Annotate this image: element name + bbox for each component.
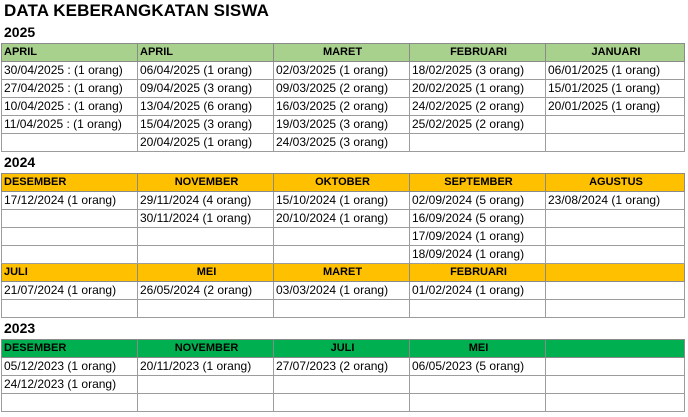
- table-2025: [1, 43, 685, 152]
- table-row: [2, 358, 685, 376]
- cell[interactable]: 15/01/2025 (1 orang): [546, 80, 685, 98]
- cell[interactable]: 18/02/2025 (3 orang): [410, 62, 546, 80]
- header-cell[interactable]: APRIL: [138, 44, 274, 62]
- table-row: [2, 98, 685, 116]
- cell[interactable]: 20/11/2023 (1 orang): [138, 358, 274, 376]
- cell[interactable]: [546, 394, 685, 412]
- cell[interactable]: [138, 376, 274, 394]
- cell[interactable]: 01/02/2024 (1 orang): [410, 282, 546, 300]
- cell[interactable]: 17/09/2024 (1 orang): [410, 228, 546, 246]
- cell[interactable]: [2, 300, 138, 318]
- header-row: [2, 264, 685, 282]
- cell[interactable]: 09/03/2025 (2 orang): [274, 80, 410, 98]
- header-cell[interactable]: AGUSTUS: [546, 174, 685, 192]
- cell[interactable]: [274, 228, 410, 246]
- cell[interactable]: 02/03/2025 (1 orang): [274, 62, 410, 80]
- table-row: [2, 300, 685, 318]
- cell[interactable]: 27/07/2023 (2 orang): [274, 358, 410, 376]
- cell[interactable]: 19/03/2025 (3 orang): [274, 116, 410, 134]
- cell[interactable]: 06/05/2023 (5 orang): [410, 358, 546, 376]
- table-row: [2, 394, 685, 412]
- cell[interactable]: [546, 300, 685, 318]
- header-cell[interactable]: DESEMBER: [2, 174, 138, 192]
- cell[interactable]: 03/03/2024 (1 orang): [274, 282, 410, 300]
- cell[interactable]: [2, 246, 138, 264]
- cell[interactable]: [274, 300, 410, 318]
- cell[interactable]: [546, 134, 685, 152]
- cell[interactable]: [2, 210, 138, 228]
- cell[interactable]: 25/02/2025 (2 orang): [410, 116, 546, 134]
- cell[interactable]: 16/03/2025 (2 orang): [274, 98, 410, 116]
- header-cell[interactable]: FEBRUARI: [410, 264, 546, 282]
- cell[interactable]: [138, 246, 274, 264]
- cell[interactable]: 15/10/2024 (1 orang): [274, 192, 410, 210]
- table-2024: [1, 173, 685, 318]
- table-row: [2, 282, 685, 300]
- cell[interactable]: 24/03/2025 (3 orang): [274, 134, 410, 152]
- cell[interactable]: 16/09/2024 (5 orang): [410, 210, 546, 228]
- cell[interactable]: [138, 394, 274, 412]
- header-cell[interactable]: MEI: [138, 264, 274, 282]
- cell[interactable]: 02/09/2024 (5 orang): [410, 192, 546, 210]
- header-cell[interactable]: JULI: [2, 264, 138, 282]
- header-cell[interactable]: APRIL: [2, 44, 138, 62]
- cell[interactable]: [546, 376, 685, 394]
- cell[interactable]: 30/04/2025 : (1 orang): [2, 62, 138, 80]
- cell[interactable]: 15/04/2025 (3 orang): [138, 116, 274, 134]
- table-row: [2, 80, 685, 98]
- cell[interactable]: [546, 210, 685, 228]
- year-2025-label: 2025: [4, 24, 36, 40]
- header-cell[interactable]: SEPTEMBER: [410, 174, 546, 192]
- cell[interactable]: [274, 376, 410, 394]
- cell[interactable]: 13/04/2025 (6 orang): [138, 98, 274, 116]
- header-cell[interactable]: JULI: [274, 340, 410, 358]
- cell[interactable]: [2, 394, 138, 412]
- year-2024-label: 2024: [4, 154, 36, 170]
- cell[interactable]: 30/11/2024 (1 orang): [138, 210, 274, 228]
- header-row: [2, 340, 685, 358]
- table-2023: [1, 339, 685, 412]
- cell[interactable]: 21/07/2024 (1 orang): [2, 282, 138, 300]
- cell[interactable]: [546, 228, 685, 246]
- sheet-title: DATA KEBERANGKATAN SISWA: [4, 1, 269, 20]
- cell[interactable]: 09/04/2025 (3 orang): [138, 80, 274, 98]
- cell[interactable]: [274, 394, 410, 412]
- cell[interactable]: [410, 300, 546, 318]
- cell[interactable]: [274, 246, 410, 264]
- table-row: [2, 210, 685, 228]
- table-row: [2, 228, 685, 246]
- cell[interactable]: 06/01/2025 (1 orang): [546, 62, 685, 80]
- header-cell[interactable]: DESEMBER: [2, 340, 138, 358]
- cell[interactable]: 23/08/2024 (1 orang): [546, 192, 685, 210]
- table-row: [2, 62, 685, 80]
- cell[interactable]: [546, 282, 685, 300]
- cell[interactable]: [2, 134, 138, 152]
- cell[interactable]: 20/04/2025 (1 orang): [138, 134, 274, 152]
- header-cell[interactable]: MARET: [274, 44, 410, 62]
- cell[interactable]: [138, 228, 274, 246]
- header-row: [2, 174, 685, 192]
- header-row: [2, 44, 685, 62]
- header-cell[interactable]: NOVEMBER: [138, 174, 274, 192]
- cell[interactable]: 27/04/2025 : (1 orang): [2, 80, 138, 98]
- table-row: [2, 246, 685, 264]
- cell[interactable]: 10/04/2025 : (1 orang): [2, 98, 138, 116]
- cell[interactable]: 17/12/2024 (1 orang): [2, 192, 138, 210]
- header-cell[interactable]: [546, 340, 685, 358]
- header-cell[interactable]: OKTOBER: [274, 174, 410, 192]
- table-row: [2, 376, 685, 394]
- header-cell[interactable]: FEBRUARI: [410, 44, 546, 62]
- header-cell[interactable]: NOVEMBER: [138, 340, 274, 358]
- header-cell[interactable]: JANUARI: [546, 44, 685, 62]
- cell[interactable]: 11/04/2025 : (1 orang): [2, 116, 138, 134]
- year-2023-label: 2023: [4, 320, 36, 336]
- cell[interactable]: [546, 358, 685, 376]
- table-row: [2, 116, 685, 134]
- cell[interactable]: [546, 116, 685, 134]
- cell[interactable]: 24/12/2023 (1 orang): [2, 376, 138, 394]
- cell[interactable]: 20/02/2025 (1 orang): [410, 80, 546, 98]
- cell[interactable]: 20/10/2024 (1 orang): [274, 210, 410, 228]
- header-cell[interactable]: MEI: [410, 340, 546, 358]
- table-row: [2, 192, 685, 210]
- header-cell[interactable]: MARET: [274, 264, 410, 282]
- cell[interactable]: [138, 300, 274, 318]
- cell[interactable]: [546, 246, 685, 264]
- table-row: [2, 134, 685, 152]
- cell[interactable]: 05/12/2023 (1 orang): [2, 358, 138, 376]
- cell[interactable]: 26/05/2024 (2 orang): [138, 282, 274, 300]
- cell[interactable]: [410, 394, 546, 412]
- cell[interactable]: [2, 228, 138, 246]
- cell[interactable]: [410, 376, 546, 394]
- header-cell[interactable]: [546, 264, 685, 282]
- cell[interactable]: 18/09/2024 (1 orang): [410, 246, 546, 264]
- cell[interactable]: 06/04/2025 (1 orang): [138, 62, 274, 80]
- cell[interactable]: 20/01/2025 (1 orang): [546, 98, 685, 116]
- cell[interactable]: 29/11/2024 (4 orang): [138, 192, 274, 210]
- cell[interactable]: [410, 134, 546, 152]
- cell[interactable]: 24/02/2025 (2 orang): [410, 98, 546, 116]
